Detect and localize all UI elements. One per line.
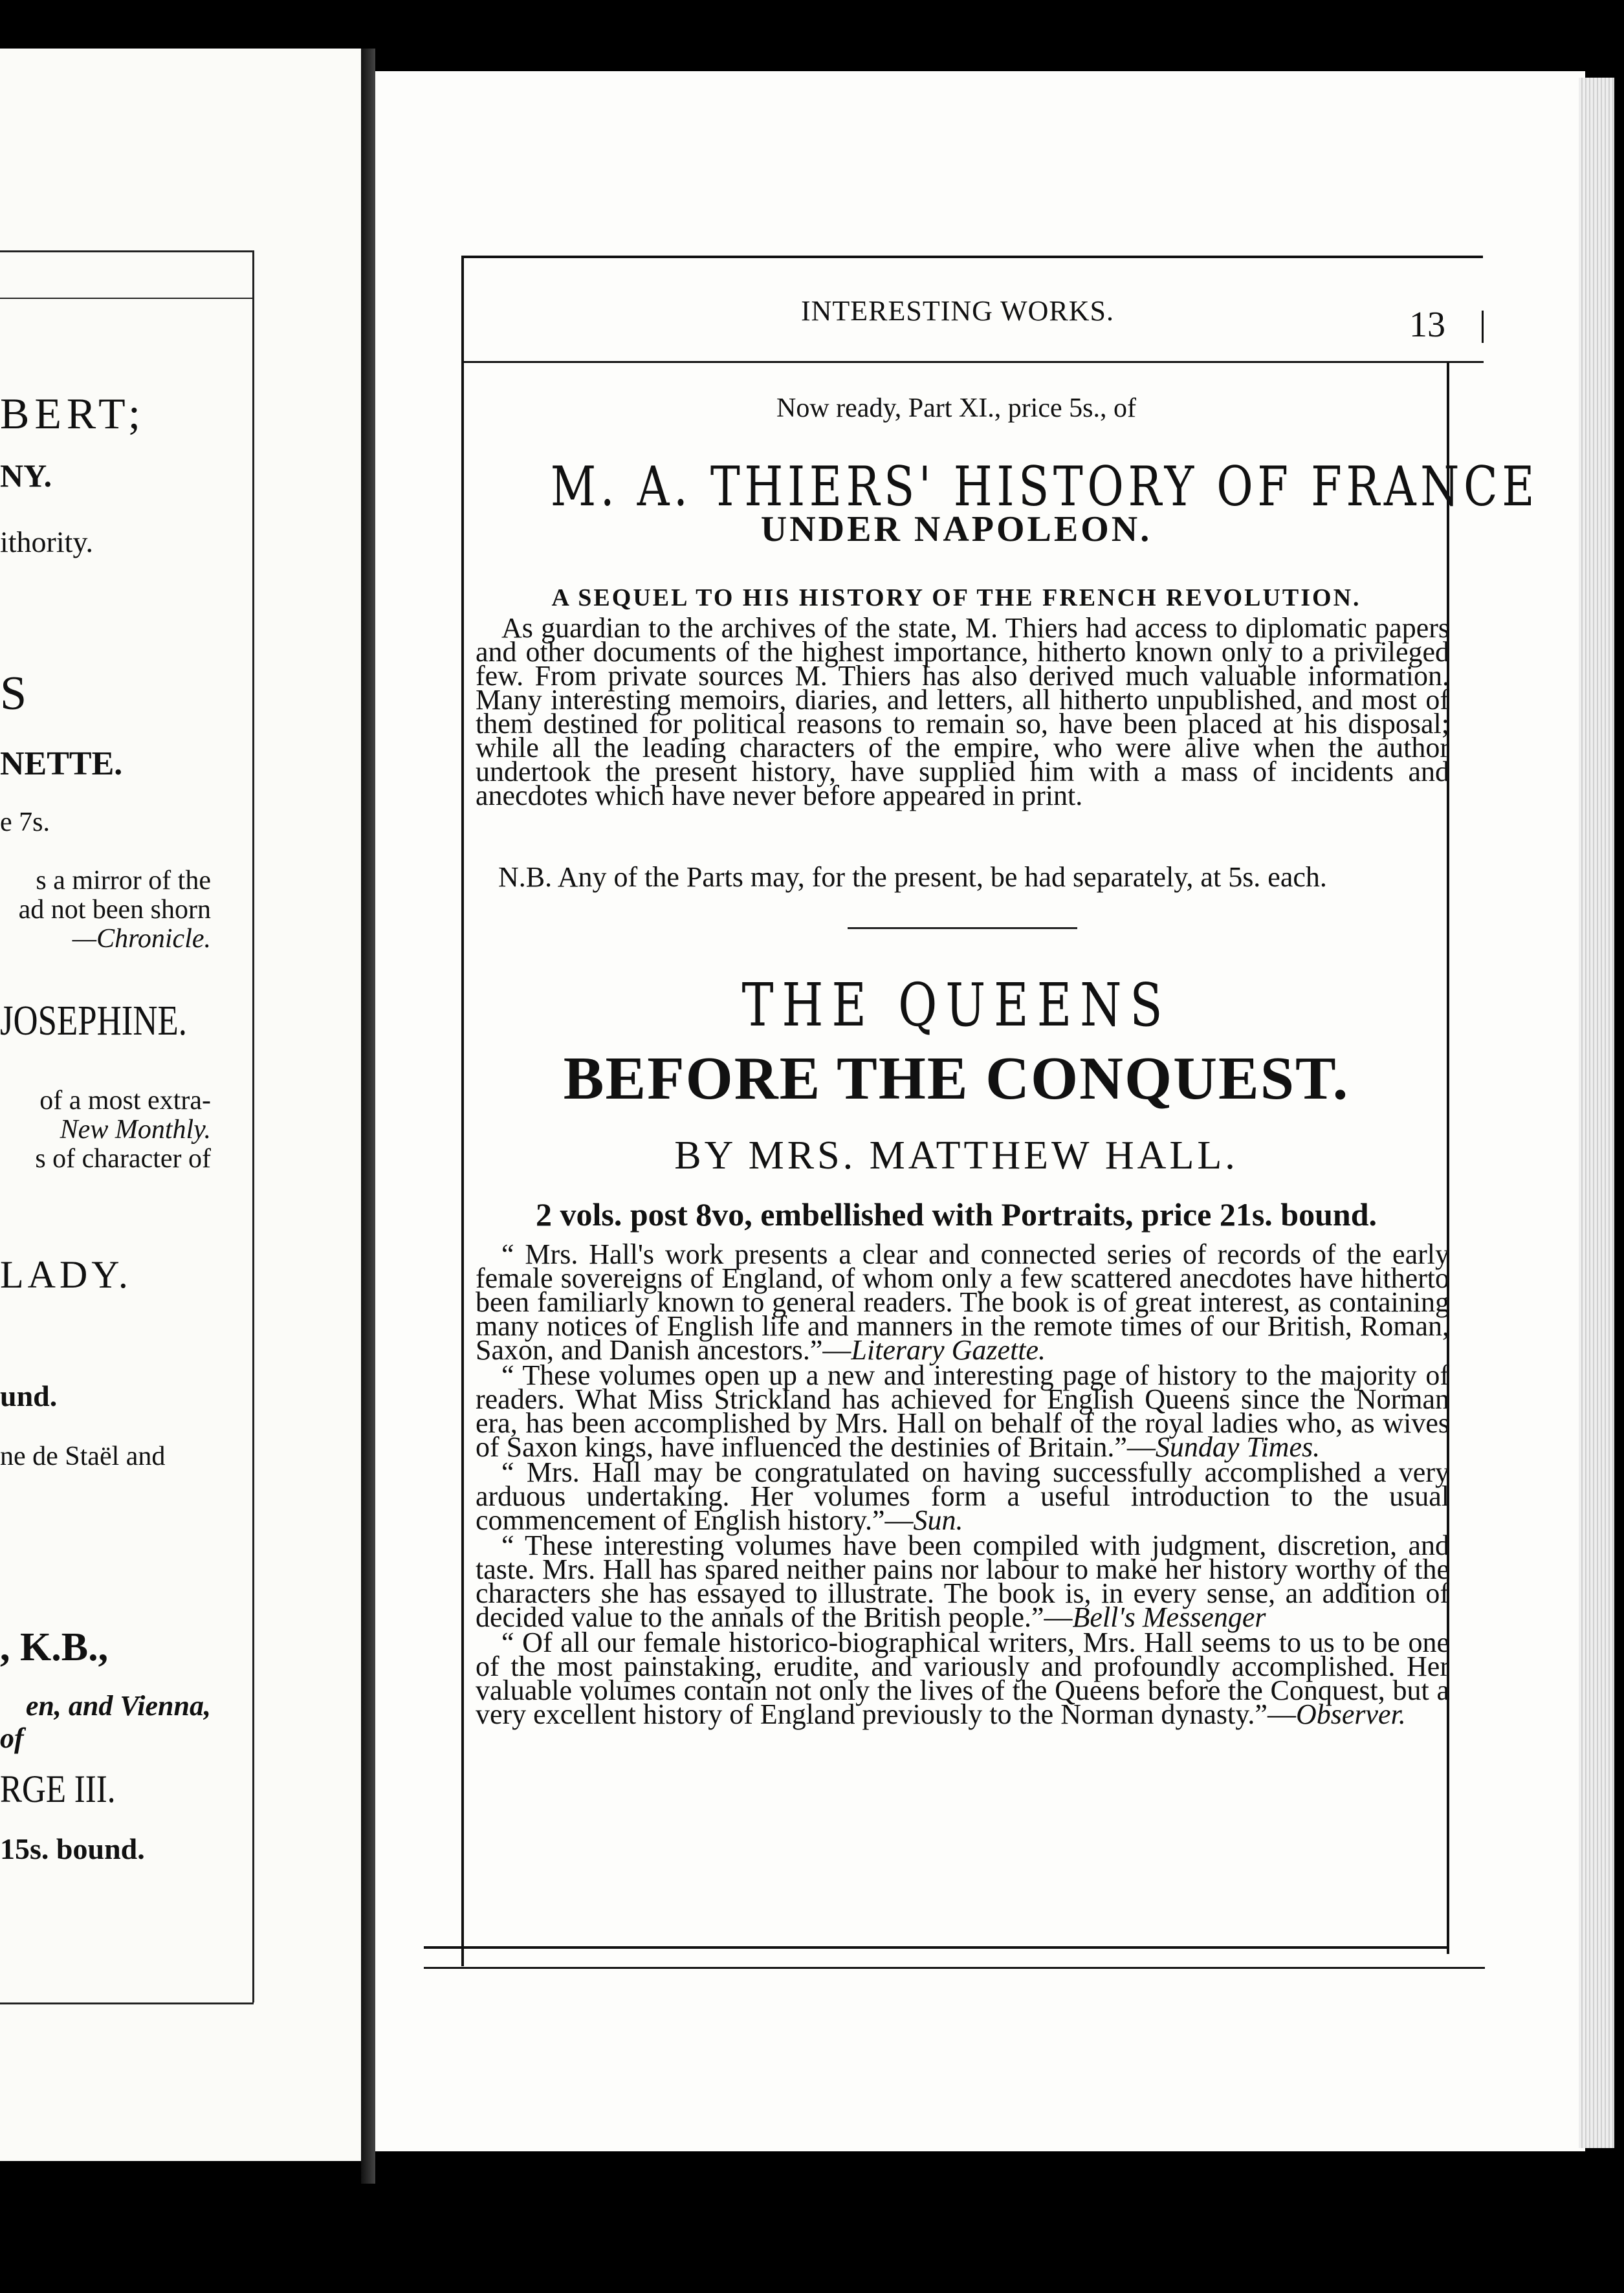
review — [476, 1456, 1449, 1536]
review-source: Sun. — [913, 1504, 963, 1536]
left-line: NY. — [0, 457, 52, 494]
thiers-title: M. A. THIERS' HISTORY OF FRANCE — [550, 455, 1539, 518]
review-source: Sunday Times. — [1155, 1431, 1321, 1463]
review-text: “ These volumes open up a new and interesting page of history to the majority of readers. What Miss Strickland has achieved for English Queens since the Norman era, has been accomplished by Mrs. Hall on behalf of the royal ladies who, as wives of Saxon kings, have influenced the destinies of Britain.”— — [476, 1359, 1449, 1463]
review — [476, 1238, 1449, 1366]
left-frame-edge — [252, 250, 254, 2002]
left-line: RGE III. — [0, 1768, 116, 1810]
page-edges — [1579, 78, 1614, 2148]
thiers-subtitle: UNDER NAPOLEON. — [760, 509, 1152, 549]
queens-volumes: 2 vols. post 8vo, embellished with Portraits, price 21s. bound. — [535, 1196, 1377, 1233]
thiers-sequel: A SEQUEL TO HIS HISTORY OF THE FRENCH REVOLUTION. — [551, 584, 1361, 611]
left-line: JOSEPHINE. — [0, 997, 187, 1044]
left-line: of — [0, 1722, 24, 1754]
review-source: Observer. — [1295, 1698, 1406, 1730]
review-source: Literary Gazette. — [851, 1334, 1046, 1366]
left-facing-page — [0, 49, 361, 2161]
left-line: und. — [0, 1379, 58, 1412]
review — [476, 1359, 1449, 1463]
gutter-shadow — [361, 49, 375, 2184]
left-line: , K.B., — [0, 1625, 109, 1669]
left-line: LADY. — [0, 1253, 132, 1296]
thiers-description — [476, 612, 1449, 811]
page-number: 13 — [1409, 305, 1445, 345]
review — [476, 1627, 1449, 1730]
left-line: of a most extra- — [39, 1086, 211, 1115]
review-source: Bell's Messenger — [1072, 1601, 1266, 1633]
thiers-note: N.B. Any of the Parts may, for the present, be had separately, at 5s. each. — [498, 861, 1327, 893]
header-tick — [1482, 311, 1484, 343]
queens-author: BY MRS. MATTHEW HALL. — [674, 1134, 1238, 1178]
queens-subtitle: BEFORE THE CONQUEST. — [563, 1045, 1350, 1112]
left-line: S — [0, 667, 27, 720]
left-line: —Chronicle. — [72, 924, 211, 954]
left-line: 15s. bound. — [0, 1832, 145, 1865]
review-text: “ Of all our female historico-biographical writers, Mrs. Hall seems to us to be one of the most painstaking, erudite, and variously and profoundly accomplished. Her valuable volumes contain not only the lives of the Queens before the Conquest, but a very excellent history of England previously to the Norman dynasty.”— — [476, 1627, 1449, 1730]
left-line: e 7s. — [0, 807, 50, 837]
section-divider — [848, 927, 1077, 929]
thiers-ready-line: Now ready, Part XI., price 5s., of — [776, 393, 1136, 423]
page-frame-bottom-outer — [424, 1967, 1485, 1969]
running-head-rule — [461, 361, 1484, 363]
thiers-description-text: As guardian to the archives of the state, M. Thiers had access to diplomatic papers and other documents of the highest importance, hitherto known only to a privileged few. From private sources M. Thiers has also derived much valuable information. Many interesting memoirs, diaries, and letters, all hitherto unpublished, and most of them destined for political reasons to remain so, have been placed at his disposal; while all the leading characters of the empire, who were alive when the author undertook the present history, have supplied him with a mass of incidents and anecdotes which have never before appeared in print. — [476, 612, 1449, 811]
left-line: New Monthly. — [60, 1115, 211, 1145]
review-text: “ Mrs. Hall may be congratulated on having successfully accomplished a very arduous undertaking. Her volumes form a useful introduction to the usual commencement of English history.”— — [476, 1456, 1449, 1536]
left-line: BERT; — [0, 389, 146, 438]
queens-reviews — [476, 1238, 1449, 1730]
page-frame-bottom — [424, 1946, 1449, 1949]
running-head: INTERESTING WORKS. — [800, 295, 1115, 327]
left-line: en, and Vienna, — [25, 1690, 211, 1722]
review-text: “ Mrs. Hall's work presents a clear and connected series of records of the early female sovereigns of England, of whom only a few scattered anecdotes have hitherto been familiarly known to general readers. The book is of great interest, as containing many notices of English life and manners in the remote times of our British, Roman, Saxon, and Danish ancestors.”— — [476, 1238, 1449, 1366]
left-line: ithority. — [0, 525, 93, 558]
left-header-rule — [0, 298, 254, 299]
left-line: NETTE. — [0, 745, 123, 782]
left-line: ad not been shorn — [18, 895, 211, 925]
left-bottom-rule — [0, 2002, 254, 2004]
left-line: ne de Staël and — [0, 1442, 166, 1471]
left-line: s of character of — [35, 1144, 211, 1174]
left-top-rule — [0, 250, 254, 252]
review — [476, 1530, 1449, 1633]
review-text: “ These interesting volumes have been compiled with judgment, discretion, and taste. Mrs. Hall has spared neither pains nor labour to make her history worthy of the characters she has essayed to illustrate. The book is, in every sense, an addition of decided value to the annals of the British people.”— — [476, 1530, 1449, 1633]
queens-title: THE QUEENS — [741, 971, 1171, 1040]
left-line: s a mirror of the — [36, 866, 211, 895]
